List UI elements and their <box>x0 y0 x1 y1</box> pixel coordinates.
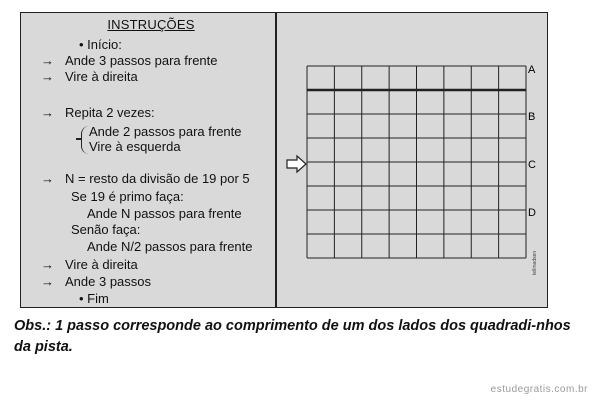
line-se-primo: Se 19 é primo faça: <box>71 189 184 204</box>
arrow-icon: → <box>41 53 54 68</box>
label-a: A <box>528 64 536 76</box>
label-b: B <box>528 111 536 123</box>
line-vire-esquerda: Vire à esquerda <box>89 139 181 154</box>
image-credit: tellmadsen <box>532 250 538 275</box>
line-fim: • Fim <box>79 291 109 306</box>
instructions-title: INSTRUÇÕES <box>107 17 195 32</box>
line-vire-direita-2: Vire à direita <box>65 257 138 272</box>
arrow-icon: → <box>41 257 54 272</box>
line-vire-direita: Vire à direita <box>65 69 138 84</box>
arrow-icon: → <box>41 171 54 186</box>
line-ande-n: Ande N passos para frente <box>87 206 242 221</box>
site-watermark: estudegratis.com.br <box>490 384 588 395</box>
figure-panel <box>20 12 548 308</box>
track-grid <box>307 66 526 258</box>
line-ande3: Ande 3 passos para frente <box>65 53 218 68</box>
line-n-resto: N = resto da divisão de 19 por 5 <box>65 171 250 186</box>
observation-note: Obs.: 1 passo corresponde ao comprimento de um dos lados dos quadradi-nhos da pista. <box>14 318 571 355</box>
line-ande2: Ande 2 passos para frente <box>89 124 242 139</box>
arrow-icon: → <box>41 274 54 289</box>
line-ande-n2: Ande N/2 passos para frente <box>87 239 253 254</box>
label-c: C <box>528 159 536 171</box>
line-senao: Senão faça: <box>71 222 141 237</box>
track-diagram <box>21 13 547 307</box>
arrow-icon: → <box>41 105 54 120</box>
label-d: D <box>528 207 536 219</box>
line-repita: Repita 2 vezes: <box>65 105 155 120</box>
arrow-icon: → <box>41 69 54 84</box>
line-inicio: • Início: <box>79 37 122 52</box>
start-arrow-icon <box>287 156 306 172</box>
line-ande3-passos: Ande 3 passos <box>65 274 152 289</box>
